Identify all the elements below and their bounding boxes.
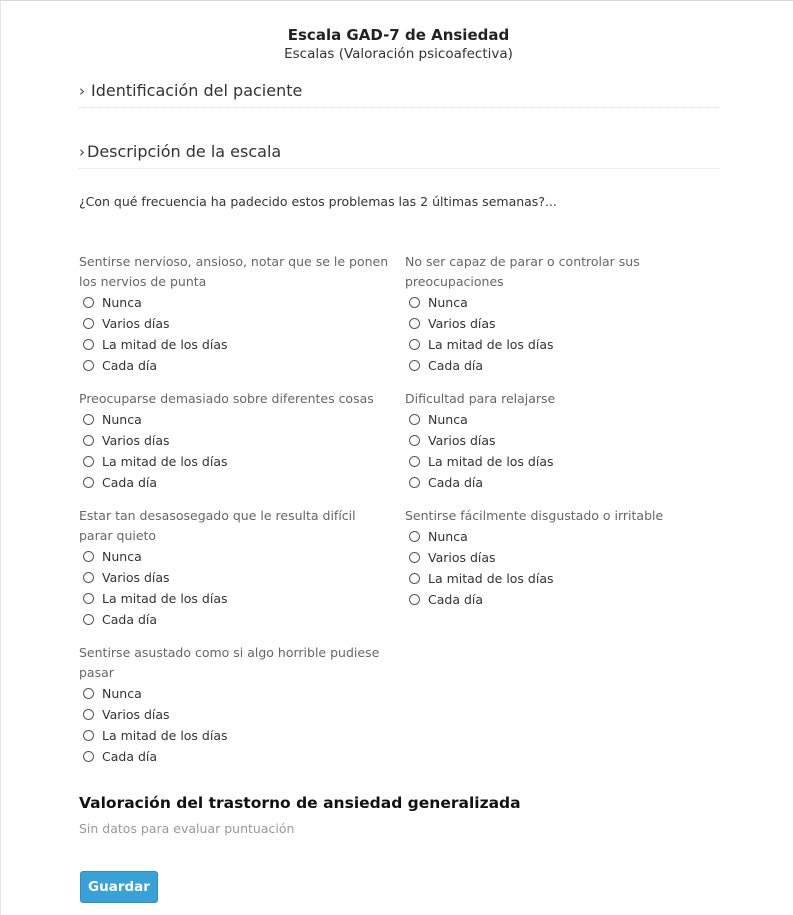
q5-option-nunca[interactable]	[79, 546, 389, 567]
q3-option-varios-dias[interactable]	[79, 430, 389, 451]
radio-icon[interactable]	[83, 688, 94, 699]
option-label: Varios días	[102, 570, 170, 585]
option-label: La mitad de los días	[102, 454, 228, 469]
option-label: Varios días	[102, 316, 170, 331]
radio-icon[interactable]	[83, 751, 94, 762]
radio-icon[interactable]	[409, 297, 420, 308]
q1-option-nunca[interactable]	[79, 292, 389, 313]
result-text: Sin datos para evaluar puntuación	[79, 821, 295, 836]
q4-option-nunca[interactable]	[405, 409, 665, 430]
q2-option-cada-dia[interactable]	[405, 355, 665, 376]
radio-icon[interactable]	[83, 593, 94, 604]
page-title: Escala GAD-7 de Ansiedad	[287, 26, 510, 44]
option-label: Nunca	[428, 412, 468, 427]
option-label: Cada día	[102, 358, 158, 373]
page-header	[1, 25, 793, 63]
radio-icon[interactable]	[83, 435, 94, 446]
option-label: Varios días	[428, 550, 496, 565]
q5-option-varios-dias[interactable]	[79, 567, 389, 588]
q6-option-nunca[interactable]	[405, 526, 685, 547]
option-label: La mitad de los días	[102, 728, 228, 743]
q2-option-mitad-dias[interactable]	[405, 334, 665, 355]
question-label: Sentirse nervioso, ansioso, notar que se le ponen los nervios de punta	[79, 254, 389, 289]
radio-icon[interactable]	[409, 552, 420, 563]
option-label: Cada día	[428, 475, 484, 490]
q6-option-mitad-dias[interactable]	[405, 568, 685, 589]
q4-option-mitad-dias[interactable]	[405, 451, 665, 472]
option-label: La mitad de los días	[428, 571, 554, 586]
radio-icon[interactable]	[409, 360, 420, 371]
option-label: Varios días	[102, 707, 170, 722]
radio-icon[interactable]	[409, 594, 420, 605]
question-intro: ¿Con qué frecuencia ha padecido estos problemas las 2 últimas semanas?...	[79, 194, 557, 209]
option-label: Nunca	[102, 412, 142, 427]
chevron-right-icon: ›	[79, 82, 85, 100]
radio-icon[interactable]	[409, 318, 420, 329]
question-6	[405, 506, 685, 610]
q7-option-nunca[interactable]	[79, 683, 389, 704]
radio-icon[interactable]	[409, 435, 420, 446]
option-label: La mitad de los días	[428, 337, 554, 352]
q3-option-mitad-dias[interactable]	[79, 451, 389, 472]
q2-option-nunca[interactable]	[405, 292, 665, 313]
radio-icon[interactable]	[83, 297, 94, 308]
option-label: Nunca	[428, 529, 468, 544]
option-label: Nunca	[102, 549, 142, 564]
option-label: Cada día	[102, 612, 158, 627]
radio-icon[interactable]	[83, 456, 94, 467]
q1-option-varios-dias[interactable]	[79, 313, 389, 334]
q5-option-mitad-dias[interactable]	[79, 588, 389, 609]
q1-option-mitad-dias[interactable]	[79, 334, 389, 355]
section-scale-description[interactable]	[79, 142, 719, 169]
question-3	[79, 389, 389, 493]
option-label: Varios días	[428, 433, 496, 448]
save-button[interactable]: Guardar	[80, 871, 158, 903]
q7-option-cada-dia[interactable]	[79, 746, 389, 767]
page-subtitle: Escalas (Valoración psicoafectiva)	[284, 46, 513, 62]
option-label: Nunca	[428, 295, 468, 310]
q4-option-varios-dias[interactable]	[405, 430, 665, 451]
radio-icon[interactable]	[409, 573, 420, 584]
question-4	[405, 389, 665, 493]
q3-option-nunca[interactable]	[79, 409, 389, 430]
option-label: Cada día	[102, 475, 158, 490]
option-label: Varios días	[428, 316, 496, 331]
q6-option-cada-dia[interactable]	[405, 589, 685, 610]
radio-icon[interactable]	[83, 614, 94, 625]
radio-icon[interactable]	[409, 531, 420, 542]
question-label: Preocuparse demasiado sobre diferentes cosas	[79, 391, 374, 406]
radio-icon[interactable]	[409, 456, 420, 467]
radio-icon[interactable]	[409, 339, 420, 350]
radio-icon[interactable]	[83, 572, 94, 583]
option-label: La mitad de los días	[428, 454, 554, 469]
radio-icon[interactable]	[409, 414, 420, 425]
question-5	[79, 506, 389, 630]
option-label: Cada día	[102, 749, 158, 764]
question-label: No ser capaz de parar o controlar sus preocupaciones	[405, 254, 640, 289]
radio-icon[interactable]	[83, 318, 94, 329]
question-label: Sentirse fácilmente disgustado o irritable	[405, 508, 664, 523]
radio-icon[interactable]	[83, 360, 94, 371]
option-label: Cada día	[428, 358, 484, 373]
radio-icon[interactable]	[83, 709, 94, 720]
q2-option-varios-dias[interactable]	[405, 313, 665, 334]
question-1	[79, 252, 389, 376]
radio-icon[interactable]	[83, 551, 94, 562]
radio-icon[interactable]	[83, 414, 94, 425]
q4-option-cada-dia[interactable]	[405, 472, 665, 493]
chevron-right-icon: ›	[79, 143, 85, 161]
question-label: Sentirse asustado como si algo horrible pudiese pasar	[79, 645, 380, 680]
radio-icon[interactable]	[83, 730, 94, 741]
q5-option-cada-dia[interactable]	[79, 609, 389, 630]
radio-icon[interactable]	[409, 477, 420, 488]
question-2	[405, 252, 665, 376]
q3-option-cada-dia[interactable]	[79, 472, 389, 493]
q7-option-mitad-dias[interactable]	[79, 725, 389, 746]
q7-option-varios-dias[interactable]	[79, 704, 389, 725]
option-label: Nunca	[102, 686, 142, 701]
section-patient-identification[interactable]	[79, 81, 719, 108]
option-label: La mitad de los días	[102, 591, 228, 606]
option-label: Cada día	[428, 592, 484, 607]
q1-option-cada-dia[interactable]	[79, 355, 389, 376]
section-patient-label: Identificación del paciente	[91, 81, 303, 100]
option-label: Nunca	[102, 295, 142, 310]
result-title: Valoración del trastorno de ansiedad generalizada	[79, 794, 521, 812]
q6-option-varios-dias[interactable]	[405, 547, 685, 568]
radio-icon[interactable]	[83, 339, 94, 350]
option-label: Varios días	[102, 433, 170, 448]
section-description-label: Descripción de la escala	[87, 142, 282, 161]
question-label: Dificultad para relajarse	[405, 391, 556, 406]
question-7	[79, 643, 389, 767]
option-label: La mitad de los días	[102, 337, 228, 352]
radio-icon[interactable]	[83, 477, 94, 488]
question-label: Estar tan desasosegado que le resulta difícil parar quieto	[79, 508, 356, 543]
